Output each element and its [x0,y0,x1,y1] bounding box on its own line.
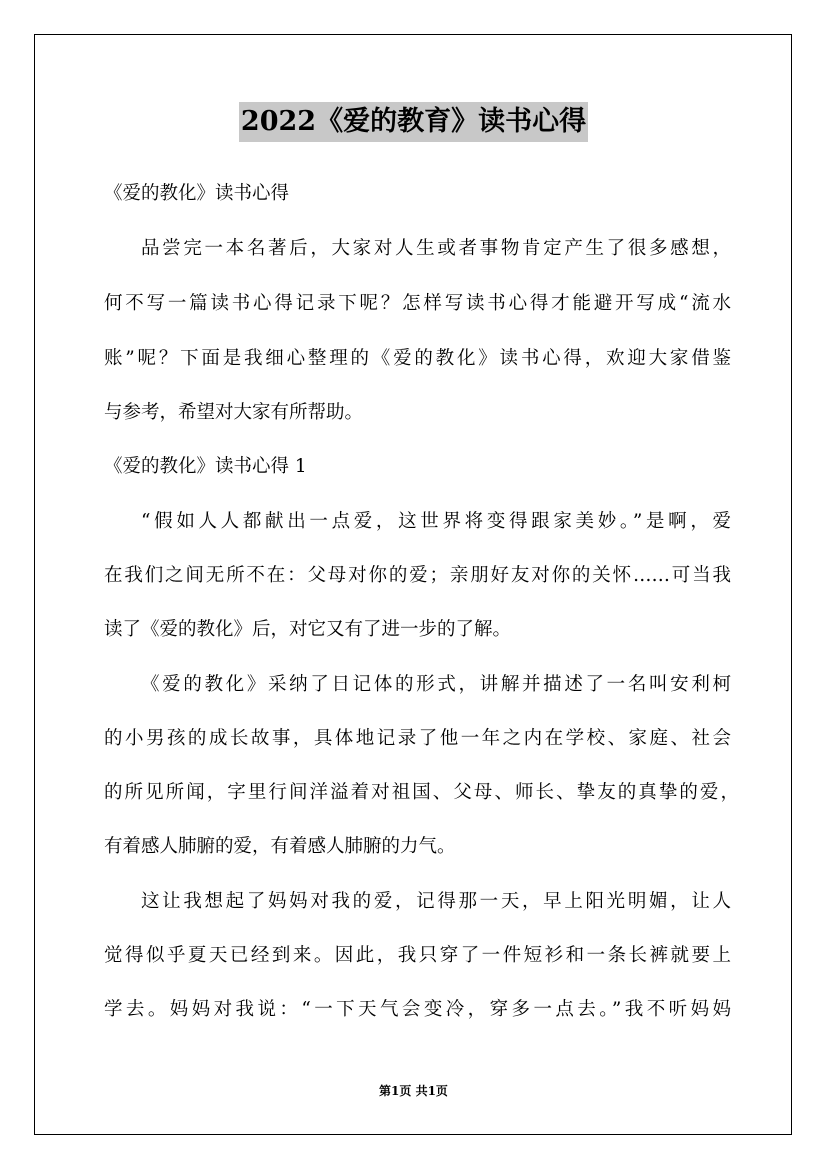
paragraph-line: 的小男孩的成长故事，具体地记录了他一年之内在学校、家庭、社会 [104,728,731,749]
paragraph-line: 这让我想起了妈妈对我的爱，记得那一天，早上阳光明媚，让人 [141,891,731,912]
document-title: 2022《爱的教育》读书心得 [239,102,588,142]
paragraph-line: 品尝完一本名著后，大家对人生或者事物肯定产生了很多感想， [141,238,731,259]
page-footer: 第1页 共1页 [379,1084,448,1098]
paragraph-line: 何不写一篇读书心得记录下呢？怎样写读书心得才能避开写成“流水 [104,293,731,314]
paragraph-line: 在我们之间无所不在：父母对你的爱；亲朋好友对你的关怀……可当我 [104,565,731,586]
paragraph-line: 账”呢？下面是我细心整理的《爱的教化》读书心得，欢迎大家借鉴 [104,348,731,369]
paragraph-line: 《爱的教化》采纳了日记体的形式，讲解并描述了一名叫安利柯 [141,674,731,695]
section-heading: 《爱的教化》读书心得 [104,183,290,204]
paragraph-line: “假如人人都献出一点爱，这世界将变得跟家美妙。”是啊，爱 [141,511,731,532]
paragraph-line: 读了《爱的教化》后，对它又有了进一步的了解。 [104,619,512,640]
paragraph-line: 觉得似乎夏天已经到来。因此，我只穿了一件短衫和一条长裤就要上 [104,945,731,966]
section-heading: 《爱的教化》读书心得 1 [104,456,307,477]
paragraph-line: 学去。妈妈对我说：“一下天气会变冷，穿多一点去。”我不听妈妈 [104,999,731,1020]
title-container [0,102,827,142]
paragraph-line: 有着感人肺腑的爱，有着感人肺腑的力气。 [104,836,456,857]
paragraph-line: 与参考，希望对大家有所帮助。 [104,402,364,423]
paragraph-line: 的所见所闻，字里行间洋溢着对祖国、父母、师长、挚友的真挚的爱， [104,782,739,803]
